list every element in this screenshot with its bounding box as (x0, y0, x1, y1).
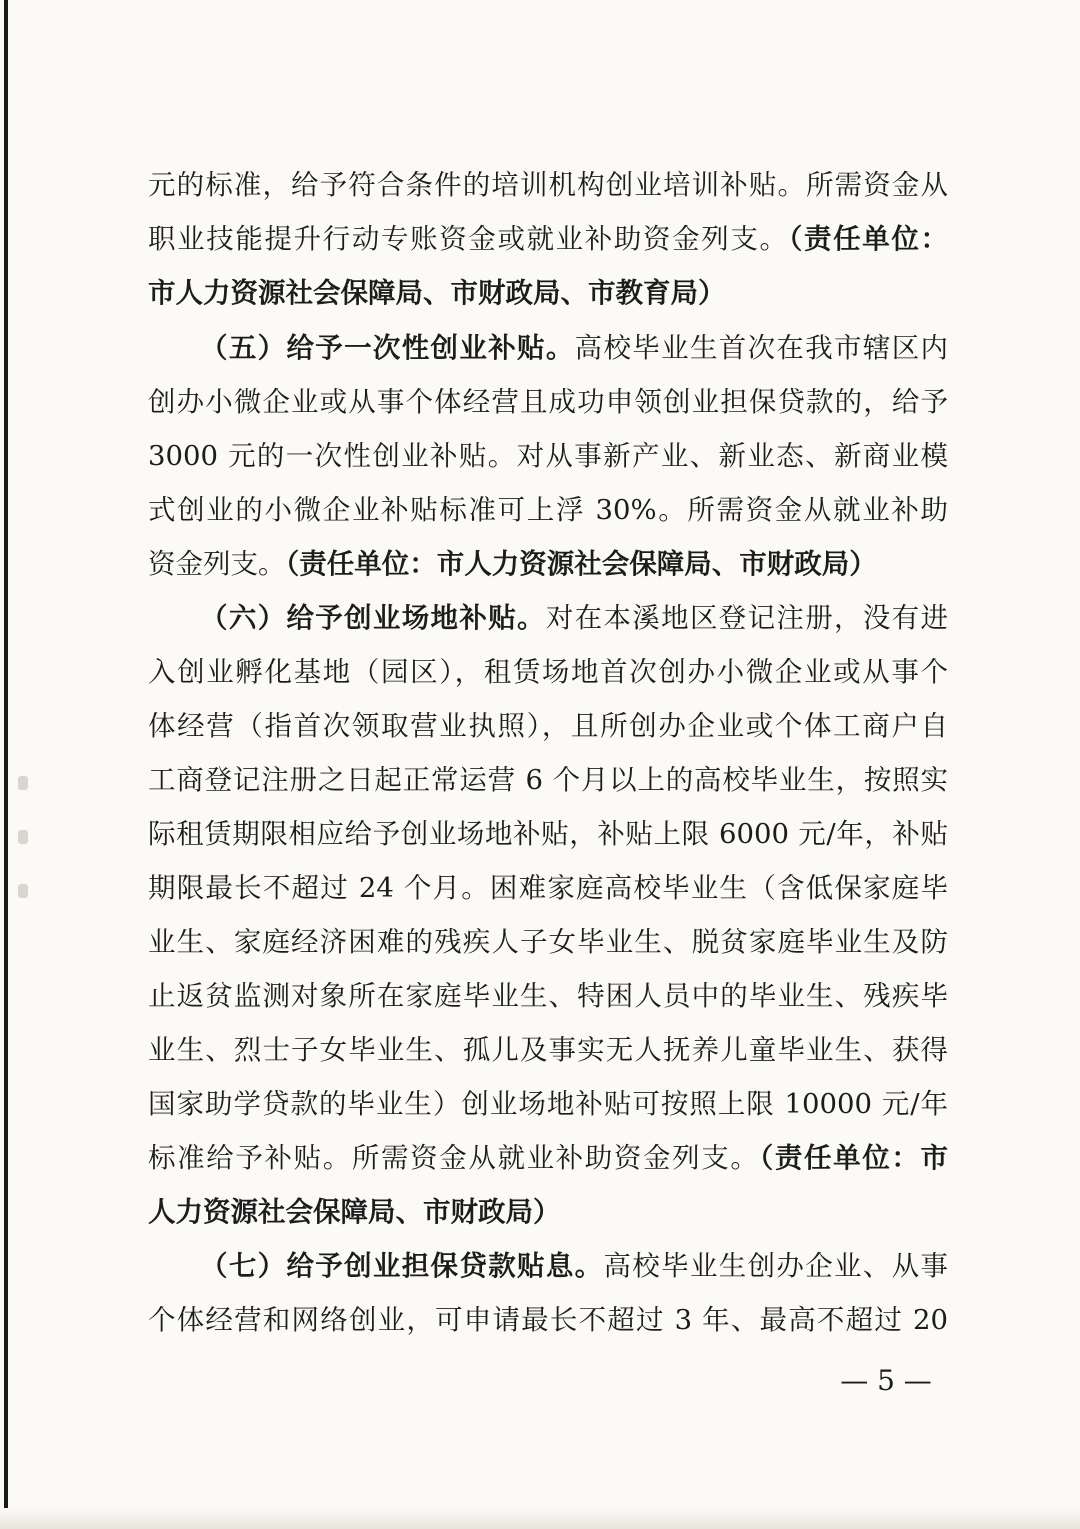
body-line (148, 1033, 948, 1067)
body-line (148, 871, 948, 905)
page-number: — 5 — (840, 1364, 932, 1397)
body-line (148, 925, 948, 959)
body-line (148, 547, 948, 581)
margin-speck (18, 776, 28, 790)
section-heading-line (200, 601, 948, 635)
body-text: 式创业的小微企业补贴标准可上浮 30%。所需资金从就业补助 (148, 494, 948, 526)
section-heading-6: （六）给予创业场地补贴。 (200, 602, 546, 634)
responsibility-units: 市人力资源社会保障局、市财政局、市教育局） (148, 277, 726, 309)
body-text: 高校毕业生首次在我市辖区内 (574, 332, 949, 364)
responsibility-label: （责任单位： (788, 223, 949, 255)
body-line (148, 817, 948, 851)
body-text: 资金列支。 (148, 548, 286, 580)
body-text: 际租赁期限相应给予创业场地补贴，补贴上限 6000 元/年，补贴 (148, 818, 948, 850)
responsibility-units: （责任单位：市人力资源社会保障局、市财政局） (285, 548, 877, 580)
body-line (148, 385, 948, 419)
body-text: 业生、家庭经济困难的残疾人子女毕业生、脱贫家庭毕业生及防 (148, 926, 948, 958)
body-text: 体经营（指首次领取营业执照），且所创办企业或个体工商户自 (148, 710, 948, 742)
body-text: 业生、烈士子女毕业生、孤儿及事实无人抚养儿童毕业生、获得 (148, 1034, 948, 1066)
body-line (148, 763, 948, 797)
body-text: 3000 元的一次性创业补贴。对从事新产业、新业态、新商业模 (148, 440, 948, 472)
body-text: 元的标准，给予符合条件的培训机构创业培训补贴。所需资金从 (148, 169, 948, 201)
responsibility-units: 人力资源社会保障局、市财政局） (148, 1196, 561, 1228)
section-heading-7: （七）给予创业担保贷款贴息。 (200, 1250, 604, 1282)
body-text: 入创业孵化基地（园区），租赁场地首次创办小微企业或从事个 (148, 656, 948, 688)
body-text: 标准给予补贴。所需资金从就业补助资金列支。 (148, 1142, 760, 1174)
body-line (148, 493, 948, 527)
section-heading-line (200, 1249, 948, 1283)
body-text: 工商登记注册之日起正常运营 6 个月以上的高校毕业生，按照实 (148, 764, 948, 796)
body-text: 高校毕业生创办企业、从事 (603, 1250, 949, 1282)
body-line (148, 222, 948, 256)
body-line (148, 439, 948, 473)
body-text: 个体经营和网络创业，可申请最长不超过 3 年、最高不超过 20 (148, 1304, 948, 1336)
body-line (148, 168, 948, 202)
margin-speck (18, 830, 28, 844)
section-heading-5: （五）给予一次性创业补贴。 (200, 332, 575, 364)
body-line (148, 1303, 948, 1337)
section-heading-line (200, 331, 948, 365)
binding-edge (4, 0, 8, 1529)
body-text: 对在本溪地区登记注册，没有进 (545, 602, 949, 634)
body-text: 创办小微企业或从事个体经营且成功申领创业担保贷款的，给予 (148, 386, 948, 418)
body-line (148, 1087, 948, 1121)
body-text: 期限最长不超过 24 个月。困难家庭高校毕业生（含低保家庭毕 (148, 872, 948, 904)
body-line (148, 276, 948, 310)
body-line (148, 1195, 948, 1229)
body-text: 职业技能提升行动专账资金或就业补助资金列支。 (148, 223, 789, 255)
page-bottom-edge (0, 1508, 1080, 1529)
body-text: 止返贫监测对象所在家庭毕业生、特困人员中的毕业生、残疾毕 (148, 980, 948, 1012)
body-line (148, 979, 948, 1013)
body-line (148, 1141, 948, 1175)
margin-speck (18, 884, 28, 898)
body-text: 国家助学贷款的毕业生）创业场地补贴可按照上限 10000 元/年 (148, 1088, 948, 1120)
responsibility-label: （责任单位：市 (759, 1142, 949, 1174)
body-line (148, 709, 948, 743)
body-line (148, 655, 948, 689)
